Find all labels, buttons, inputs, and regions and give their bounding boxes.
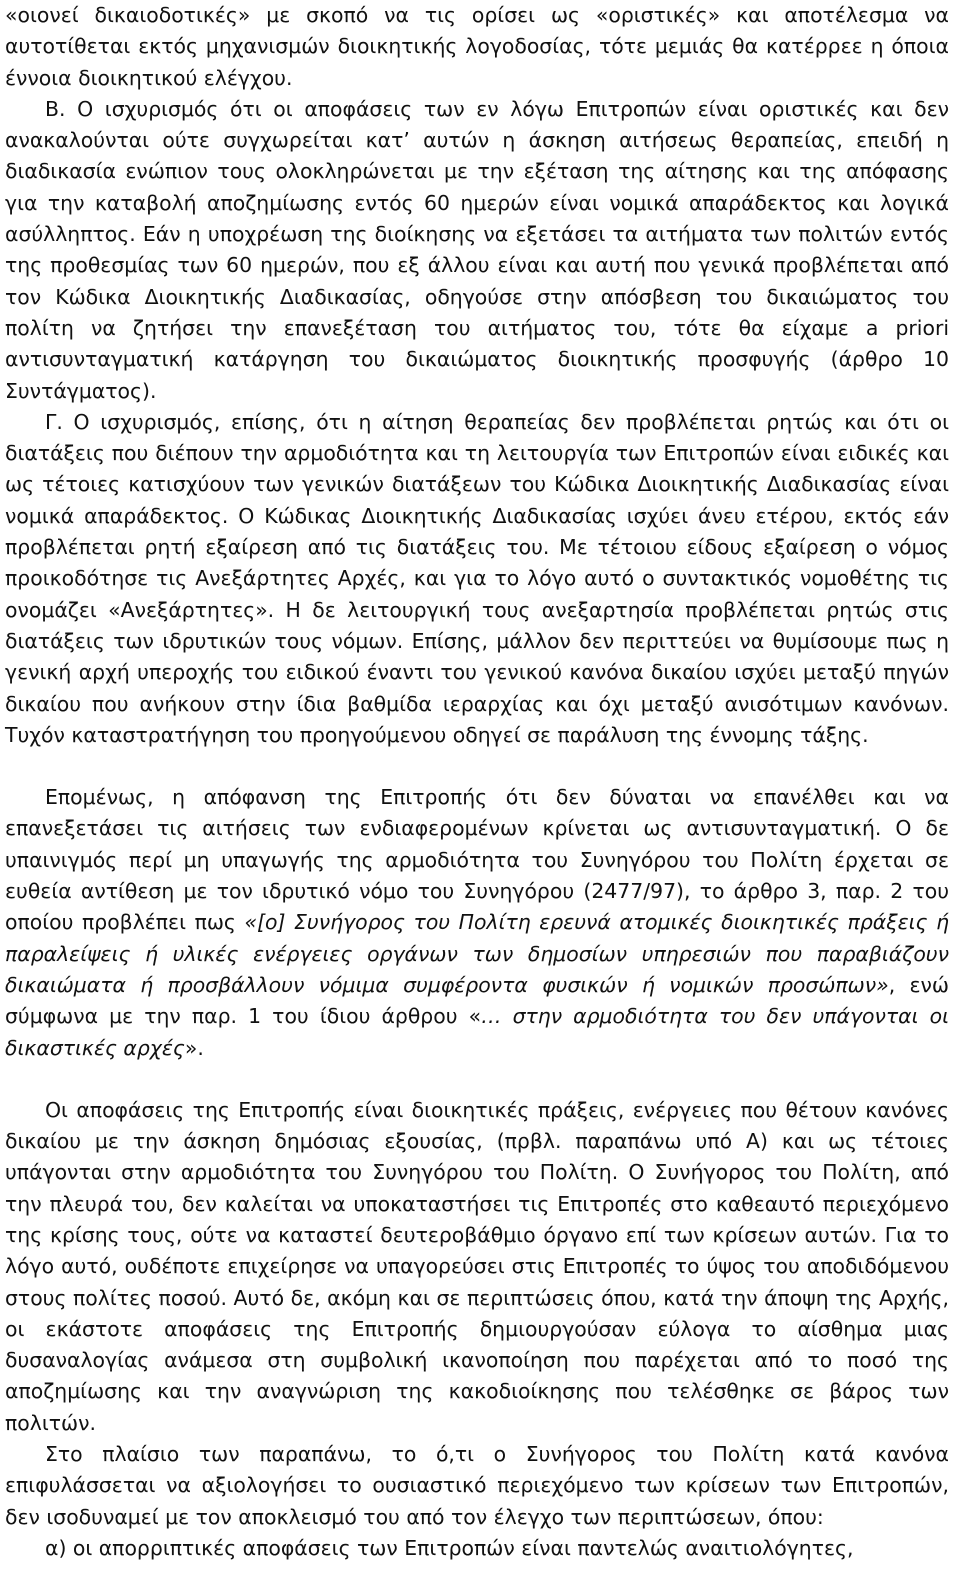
- paragraph-b: Β. Ο ισχυρισμός ότι οι αποφάσεις των εν λόγω Επιτροπών είναι οριστικές και δεν ανακαλούνται ούτε συγχωρείται κατ’ αυτών η άσκηση αιτήσεως θεραπείας, επειδή η διαδικασία ενώπιον τους ολοκληρώνεται με την εξέταση της αίτησης και της απόφασης για την καταβολή αποζημίωσης εντός 60 ημερών είναι νομικά απαράδεκτος και λογικά ασύλληπτος. Εάν η υποχρέωση της διοίκησης να εξετάσει τα αιτήματα των πολιτών εντός της προθεσμίας των 60 ημερών, που εξ άλλου είναι και αυτή που γενικά προβλέπεται από τον Κώδικα Διοικητικής Διαδικασίας, οδηγούσε στην απόσβεση του δικαιώματος του πολίτη να ζητήσει την επανεξέταση του αιτήματος του, τότε θα είχαμε a priori αντισυνταγματική κατάργηση του δικαιώματος διοικητικής προσφυγής (άρθρο 10 Συντάγματος).: [5, 96, 949, 403]
- paragraph-conclusion: [5, 782, 949, 1064]
- paragraph-conclusion-text-b: , ενώ σύμφωνα με την παρ. 1 του ίδιου άρθρου «: [5, 972, 950, 1029]
- paragraph-continuation: «οιονεί δικαιοδοτικές» με σκοπό να τις ορίσει ως «οριστικές» και αποτέλεσμα να αυτοτίθεται εκτός μηχανισμών διοικητικής λογοδοσίας, τότε μεμιάς θα κατέρρεε η όποια έννοια διοικητικού ελέγχου.: [5, 3, 949, 90]
- paragraph-decisions: Οι αποφάσεις της Επιτροπής είναι διοικητικές πράξεις, ενέργειες που θέτουν κανόνες δικαίου με την άσκηση δημόσιας εξουσίας, (πρβλ. παραπάνω υπό Α) και ως τέτοιες υπάγονται στην αρμοδιότητα του Συνηγόρου του Πολίτη. Ο Συνήγορος του Πολίτη, από την πλευρά του, δεν καλείται να υποκαταστήσει τις Επιτροπές στο καθεαυτό περιεχόμενο της κρίσης τους, ούτε να καταστεί δευτεροβάθμιο όργανο επί των κρίσεων αυτών. Για το λόγο αυτό, ουδέποτε επιχείρησε να υπαγορεύσει στις Επιτροπές το ύψος του αποδιδόμενου στους πολίτες ποσού. Αυτό δε, ακόμη και σε περιπτώσεις όπου, κατά την άποψη της Αρχής, οι εκάστοτε αποφάσεις της Επιτροπής δημιουργούσαν εύλογα το αίσθημα μιας δυσαναλογίας ανάμεσα στη συμβολική ικανοποίηση που παρέχεται από το ποσό της αποζημίωσης και την αναγνώριση της κακοδιοίκησης που τελέσθηκε σε βάρος των πολιτών.: [5, 1097, 949, 1435]
- document-page: [5, 0, 949, 1564]
- law-quote-2: … στην αρμοδιότητα του δεν υπάγονται οι δικαστικές αρχές: [5, 1004, 949, 1060]
- paragraph-conclusion-text-a: Επομένως, η απόφανση της Επιτροπής ότι δεν δύναται να επανέλθει και να επανεξετάσει τις αιτήσεις των ενδιαφερομένων κρίνεται ως αντισυνταγματική. Ο δε υπαινιγμός περί μη υπαγωγής της αρμοδιότητα του Συνηγόρου του Πολίτη έρχεται σε ευθεία αντίθεση με τον ιδρυτικό νόμο του Συνηγόρου (2477/97), το άρθρο 3, παρ. 2 του οποίου προβλέπει πως: [5, 785, 949, 935]
- paragraph-conclusion-text-c: ».: [184, 1035, 204, 1060]
- law-quote-1: «[ο] Συνήγορος του Πολίτη ερευνά ατομικές διοικητικές πράξεις ή παραλείψεις ή υλικές ενέργειες οργάνων των δημοσίων υπηρεσιών που παραβιάζουν δικαιώματα ή προσβάλλουν νόμιμα συμφέροντα φυσικών ή νομικών προσώπων»: [5, 910, 949, 997]
- paragraph-c: Γ. Ο ισχυρισμός, επίσης, ότι η αίτηση θεραπείας δεν προβλέπεται ρητώς και ότι οι διατάξεις που διέπουν την αρμοδιότητα και τη λειτουργία των Επιτροπών είναι ειδικές και ως τέτοιες κατισχύουν των γενικών διατάξεων του Κώδικα Διοικητικής Διαδικασίας είναι νομικά απαράδεκτος. Ο Κώδικας Διοικητικής Διαδικασίας ισχύει άνευ ετέρου, εκτός εάν προβλέπεται ρητή εξαίρεση από τις διατάξεις του. Με τέτοιου είδους εξαίρεση ο νόμος προικοδότησε τις Ανεξάρτητες Αρχές, και για το λόγο αυτό ο συντακτικός νομοθέτης τις ονομάζει «Ανεξάρτητες». Η δε λειτουργική τους ανεξαρτησία προβλέπεται ρητώς στις διατάξεις των ιδρυτικών τους νόμων. Επίσης, μάλλον δεν περιττεύει να θυμίσουμε πως η γενική αρχή υπεροχής του ειδικού έναντι του γενικού κανόνα δικαίου ισχύει μεταξύ πηγών δικαίου που ανήκουν στην ίδια βαθμίδα ιεραρχίας και όχι μεταξύ ανισότιμων κανόνων. Τυχόν καταστρατήγηση του προηγούμενου οδηγεί σε παράλυση της έννομης τάξης.: [5, 409, 949, 747]
- list-item-a: α) οι απορριπτικές αποφάσεις των Επιτροπών είναι παντελώς αναιτιολόγητες,: [45, 1535, 854, 1560]
- paragraph-framework: Στο πλαίσιο των παραπάνω, το ό,τι ο Συνήγορος του Πολίτη κατά κανόνα επιφυλάσσεται να αξιολογήσει το ουσιαστικό περιεχόμενο των κρίσεων των Επιτροπών, δεν ισοδυναμεί με τον αποκλεισμό του από τον έλεγχο των περιπτώσεων, όπου:: [5, 1442, 949, 1529]
